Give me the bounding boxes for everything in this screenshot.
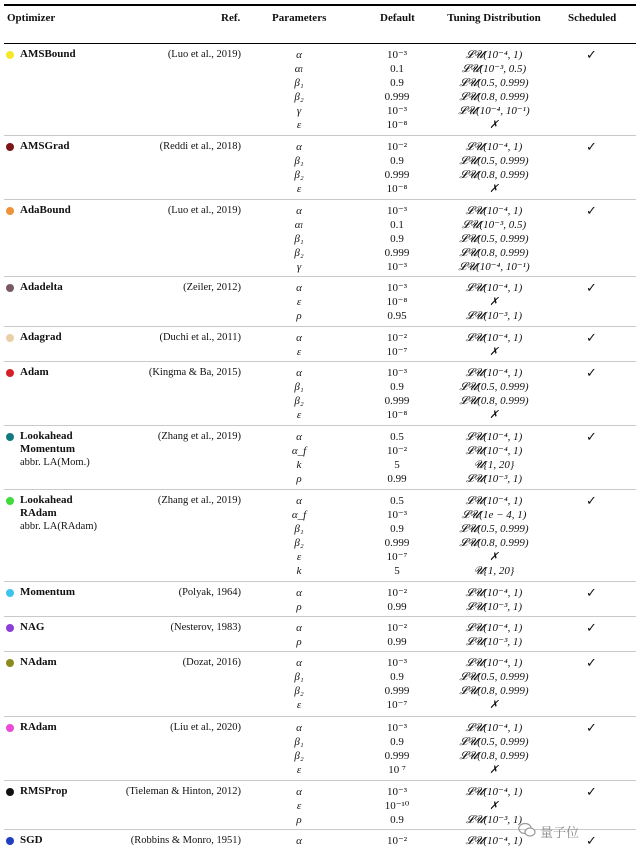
- default-value: 10⁻²: [386, 141, 408, 153]
- parameter-symbol: β₂: [294, 169, 304, 181]
- tuning-distribution: 𝓛𝓤(10⁻⁴, 1): [465, 141, 523, 153]
- parameter-row: [0, 586, 640, 600]
- parameter-row: [0, 494, 640, 508]
- tuning-distribution: 𝓛𝓤(10⁻⁴, 1): [465, 49, 523, 61]
- optimizer-abbreviation: abbr. LA(Mom.): [20, 457, 90, 468]
- optimizer-name-line2: Momentum: [20, 443, 75, 455]
- parameter-symbol: ε: [296, 551, 302, 563]
- parameter-row: [0, 749, 640, 763]
- default-value: 10⁻³: [386, 657, 408, 669]
- default-value: 0.9: [390, 381, 404, 393]
- default-value: 0.9: [390, 77, 404, 89]
- group-separator: [4, 716, 636, 717]
- default-value: 10⁻³: [386, 49, 408, 61]
- scheduled-check-icon: ✓: [586, 833, 597, 848]
- group-separator: [4, 276, 636, 277]
- parameter-row: [0, 295, 640, 309]
- parameter-row: [0, 246, 640, 260]
- tuning-distribution: 𝓛𝓤(10⁻⁴, 1): [465, 367, 523, 379]
- tuning-distribution: 𝓛𝓤(10⁻⁴, 1): [465, 622, 523, 634]
- tuning-distribution: 𝓛𝓤(10⁻⁴, 1): [465, 431, 523, 443]
- reference: (Robbins & Monro, 1951): [130, 835, 241, 846]
- reference: (Reddi et al., 2018): [159, 141, 241, 152]
- tuning-distribution: 𝓛𝓤(10⁻³, 1): [465, 636, 523, 648]
- header-ref: Ref.: [221, 12, 241, 24]
- parameter-row: [0, 670, 640, 684]
- parameter-row: [0, 118, 640, 132]
- tuning-distribution: 𝓛𝓤(10⁻⁴, 1): [465, 282, 523, 294]
- default-value: 0.1: [390, 63, 404, 75]
- parameter-symbol: α: [296, 431, 302, 443]
- default-value: 0.5: [390, 431, 404, 443]
- tuning-distribution: ✗: [489, 800, 499, 812]
- reference: (Zhang et al., 2019): [157, 431, 241, 442]
- parameter-row: [0, 76, 640, 90]
- optimizer-name: RMSProp: [20, 785, 68, 797]
- tuning-distribution: 𝓛𝓤(10⁻³, 0.5): [461, 219, 527, 231]
- reference: (Tieleman & Hinton, 2012): [125, 786, 241, 797]
- group-separator: [4, 616, 636, 617]
- parameter-symbol: β₁: [294, 155, 304, 167]
- default-value: 0.999: [384, 169, 410, 181]
- parameter-row: [0, 380, 640, 394]
- default-value: 10⁻³: [386, 367, 408, 379]
- scheduled-check-icon: ✓: [586, 620, 597, 635]
- optimizer-name: NAdam: [20, 656, 57, 668]
- default-value: 0.9: [390, 233, 404, 245]
- parameter-row: [0, 698, 640, 712]
- parameter-row: [0, 232, 640, 246]
- group-separator: [4, 425, 636, 426]
- parameter-symbol: β₂: [294, 685, 304, 697]
- parameter-symbol: ε: [296, 764, 302, 776]
- parameter-symbol: ε: [296, 346, 302, 358]
- default-value: 10⁻³: [386, 105, 408, 117]
- parameter-symbol: k: [296, 459, 302, 471]
- tuning-distribution: 𝓛𝓤(10⁻⁴, 10⁻¹): [458, 105, 530, 117]
- group-separator: [4, 199, 636, 200]
- tuning-distribution: 𝓛𝓤(10⁻³, 1): [465, 473, 523, 485]
- optimizer-name: SGD: [20, 834, 43, 846]
- parameter-row: [0, 430, 640, 444]
- scheduled-check-icon: ✓: [586, 139, 597, 154]
- tuning-distribution: 𝓛𝓤(10⁻³, 0.5): [461, 63, 527, 75]
- default-value: 0.9: [390, 736, 404, 748]
- group-separator: [4, 780, 636, 781]
- default-value: 0.999: [384, 750, 410, 762]
- parameter-row: [0, 536, 640, 550]
- parameter-symbol: ρ: [296, 601, 302, 613]
- parameter-symbol: α_f: [291, 509, 307, 521]
- tuning-distribution: 𝓛𝓤(0.8, 0.999): [459, 169, 529, 181]
- parameter-row: [0, 331, 640, 345]
- tuning-distribution: ✗: [489, 346, 499, 358]
- reference: (Kingma & Ba, 2015): [148, 367, 241, 378]
- optimizer-name: Adagrad: [20, 331, 62, 343]
- optimizer-name: AMSGrad: [20, 140, 70, 152]
- optimizer-name: Adam: [20, 366, 49, 378]
- tuning-distribution: ✗: [489, 699, 499, 711]
- tuning-distribution: 𝓛𝓤(10⁻³, 1): [465, 601, 523, 613]
- parameter-symbol: αₗ: [294, 219, 304, 231]
- parameter-symbol: γ: [296, 105, 302, 117]
- default-value: 0.999: [384, 91, 410, 103]
- parameter-symbol: α: [296, 786, 302, 798]
- parameter-symbol: ε: [296, 800, 302, 812]
- parameter-symbol: ρ: [296, 310, 302, 322]
- parameter-symbol: β₁: [294, 381, 304, 393]
- tuning-distribution: 𝓛𝓤(0.5, 0.999): [459, 77, 529, 89]
- parameter-row: [0, 90, 640, 104]
- group-separator: [4, 651, 636, 652]
- optimizer-name: AdaBound: [20, 204, 71, 216]
- parameter-symbol: β₁: [294, 736, 304, 748]
- parameter-row: [0, 168, 640, 182]
- default-value: 0.999: [384, 685, 410, 697]
- scheduled-check-icon: ✓: [586, 429, 597, 444]
- tuning-distribution: 𝓤{1, 20}: [473, 459, 515, 471]
- default-value: 0.9: [390, 523, 404, 535]
- parameter-symbol: β₂: [294, 247, 304, 259]
- parameter-row: [0, 735, 640, 749]
- parameter-row: [0, 408, 640, 422]
- header-scheduled: Scheduled: [568, 12, 617, 24]
- tuning-distribution: 𝓛𝓤(1e − 4, 1): [461, 509, 527, 521]
- parameter-row: [0, 394, 640, 408]
- optimizer-name: RAdam: [20, 721, 57, 733]
- tuning-distribution: 𝓛𝓤(0.8, 0.999): [459, 247, 529, 259]
- parameter-symbol: β₁: [294, 671, 304, 683]
- parameter-row: [0, 799, 640, 813]
- scheduled-check-icon: ✓: [586, 655, 597, 670]
- parameter-symbol: α: [296, 332, 302, 344]
- optimizer-name-line2: RAdam: [20, 507, 57, 519]
- parameter-row: [0, 444, 640, 458]
- tuning-distribution: ✗: [489, 764, 499, 776]
- watermark: 量子位: [540, 826, 580, 841]
- scheduled-check-icon: ✓: [586, 280, 597, 295]
- parameter-symbol: α: [296, 657, 302, 669]
- default-value: 0.999: [384, 395, 410, 407]
- group-separator: [4, 135, 636, 136]
- top-rule: [4, 4, 636, 6]
- parameter-symbol: k: [296, 565, 302, 577]
- default-value: 10⁻²: [386, 622, 408, 634]
- parameter-row: [0, 621, 640, 635]
- reference: (Zeiler, 2012): [183, 282, 241, 293]
- parameter-symbol: α: [296, 141, 302, 153]
- parameter-symbol: αₗ: [294, 63, 304, 75]
- parameter-symbol: ρ: [296, 473, 302, 485]
- scheduled-check-icon: ✓: [586, 47, 597, 62]
- parameter-symbol: β₂: [294, 750, 304, 762]
- parameter-row: [0, 62, 640, 76]
- tuning-distribution: 𝓛𝓤(10⁻⁴, 1): [465, 495, 523, 507]
- default-value: 10⁻³: [386, 786, 408, 798]
- scheduled-check-icon: ✓: [586, 330, 597, 345]
- parameter-symbol: ρ: [296, 814, 302, 826]
- optimizer-name: Adadelta: [20, 281, 63, 293]
- default-value: 10⁻¹⁰: [384, 800, 410, 812]
- reference: (Nesterov, 1983): [170, 622, 241, 633]
- wechat-icon: [518, 822, 536, 838]
- default-value: 10⁻²: [386, 835, 408, 847]
- tuning-distribution: ✗: [489, 296, 499, 308]
- parameter-symbol: α: [296, 622, 302, 634]
- tuning-distribution: 𝓛𝓤(10⁻⁴, 1): [465, 722, 523, 734]
- tuning-distribution: ✗: [489, 183, 499, 195]
- parameter-row: [0, 635, 640, 649]
- reference: (Polyak, 1964): [178, 587, 241, 598]
- parameter-symbol: α: [296, 367, 302, 379]
- reference: (Luo et al., 2019): [167, 205, 241, 216]
- tuning-distribution: 𝓛𝓤(0.8, 0.999): [459, 395, 529, 407]
- parameter-symbol: α_f: [291, 445, 307, 457]
- parameter-row: [0, 600, 640, 614]
- parameter-row: [0, 104, 640, 118]
- parameter-row: [0, 508, 640, 522]
- parameter-symbol: α: [296, 49, 302, 61]
- group-separator: [4, 489, 636, 490]
- parameter-symbol: β₁: [294, 77, 304, 89]
- scheduled-check-icon: ✓: [586, 585, 597, 600]
- default-value: 10⁻²: [386, 587, 408, 599]
- reference: (Duchi et al., 2011): [159, 332, 241, 343]
- parameter-symbol: α: [296, 282, 302, 294]
- default-value: 0.9: [390, 155, 404, 167]
- parameter-row: [0, 345, 640, 359]
- default-value: 0.99: [387, 473, 407, 485]
- default-value: 0.5: [390, 495, 404, 507]
- tuning-distribution: 𝓛𝓤(0.5, 0.999): [459, 671, 529, 683]
- default-value: 10 ⁷: [388, 764, 406, 776]
- tuning-distribution: 𝓤{1, 20}: [473, 565, 515, 577]
- tuning-distribution: 𝓛𝓤(0.5, 0.999): [459, 523, 529, 535]
- default-value: 10⁻³: [386, 509, 408, 521]
- parameter-symbol: α: [296, 722, 302, 734]
- parameter-row: [0, 204, 640, 218]
- tuning-distribution: 𝓛𝓤(0.5, 0.999): [459, 381, 529, 393]
- parameter-symbol: α: [296, 835, 302, 847]
- default-value: 10⁻⁷: [386, 551, 408, 563]
- default-value: 10⁻²: [386, 445, 408, 457]
- tuning-distribution: 𝓛𝓤(0.8, 0.999): [459, 685, 529, 697]
- parameter-row: [0, 550, 640, 564]
- header-parameters: Parameters: [272, 12, 327, 24]
- parameter-row: [0, 564, 640, 578]
- tuning-distribution: ✗: [489, 551, 499, 563]
- optimizer-name: AMSBound: [20, 48, 76, 60]
- parameter-symbol: γ: [296, 261, 302, 273]
- parameter-row: [0, 721, 640, 735]
- parameter-symbol: α: [296, 495, 302, 507]
- tuning-distribution: 𝓛𝓤(10⁻³, 1): [465, 814, 523, 826]
- parameter-row: [0, 472, 640, 486]
- optimizer-abbreviation: abbr. LA(RAdam): [20, 521, 97, 532]
- tuning-distribution: 𝓛𝓤(0.8, 0.999): [459, 91, 529, 103]
- parameter-row: [0, 154, 640, 168]
- parameter-row: [0, 763, 640, 777]
- parameter-row: [0, 684, 640, 698]
- header-default: Default: [380, 12, 415, 24]
- reference: (Liu et al., 2020): [170, 722, 241, 733]
- parameter-row: [0, 366, 640, 380]
- optimizer-name: Momentum: [20, 586, 75, 598]
- tuning-distribution: ✗: [489, 409, 499, 421]
- parameter-row: [0, 522, 640, 536]
- optimizer-name: NAG: [20, 621, 45, 633]
- reference: (Luo et al., 2019): [167, 49, 241, 60]
- parameter-symbol: β₂: [294, 91, 304, 103]
- tuning-distribution: 𝓛𝓤(0.5, 0.999): [459, 155, 529, 167]
- default-value: 10⁻⁷: [386, 346, 408, 358]
- parameter-row: [0, 458, 640, 472]
- parameter-symbol: β₁: [294, 233, 304, 245]
- tuning-distribution: 𝓛𝓤(10⁻⁴, 1): [465, 835, 523, 847]
- parameter-row: [0, 309, 640, 323]
- tuning-distribution: 𝓛𝓤(0.5, 0.999): [459, 736, 529, 748]
- default-value: 0.1: [390, 219, 404, 231]
- parameter-row: [0, 656, 640, 670]
- tuning-distribution: 𝓛𝓤(0.8, 0.999): [459, 537, 529, 549]
- tuning-distribution: 𝓛𝓤(0.8, 0.999): [459, 750, 529, 762]
- default-value: 10⁻³: [386, 282, 408, 294]
- default-value: 10⁻²: [386, 332, 408, 344]
- default-value: 10⁻⁸: [386, 119, 408, 131]
- reference: (Dozat, 2016): [182, 657, 241, 668]
- tuning-distribution: 𝓛𝓤(10⁻³, 1): [465, 310, 523, 322]
- parameter-row: [0, 785, 640, 799]
- parameter-row: [0, 281, 640, 295]
- default-value: 5: [394, 565, 400, 577]
- scheduled-check-icon: ✓: [586, 493, 597, 508]
- header-optimizer: Optimizer: [7, 12, 56, 24]
- parameter-row: [0, 260, 640, 274]
- default-value: 0.9: [390, 814, 404, 826]
- tuning-distribution: 𝓛𝓤(10⁻⁴, 10⁻¹): [458, 261, 530, 273]
- parameter-row: [0, 218, 640, 232]
- optimizer-name: Lookahead: [20, 430, 73, 442]
- parameter-symbol: ε: [296, 119, 302, 131]
- optimizer-name: Lookahead: [20, 494, 73, 506]
- tuning-distribution: 𝓛𝓤(10⁻⁴, 1): [465, 332, 523, 344]
- group-separator: [4, 326, 636, 327]
- default-value: 0.9: [390, 671, 404, 683]
- tuning-distribution: 𝓛𝓤(10⁻⁴, 1): [465, 657, 523, 669]
- tuning-distribution: 𝓛𝓤(10⁻⁴, 1): [465, 445, 523, 457]
- parameter-symbol: β₂: [294, 537, 304, 549]
- default-value: 0.999: [384, 247, 410, 259]
- header-tuning-distribution: Tuning Distribution: [447, 12, 541, 24]
- tuning-distribution: 𝓛𝓤(10⁻⁴, 1): [465, 587, 523, 599]
- parameter-symbol: ε: [296, 699, 302, 711]
- default-value: 0.999: [384, 537, 410, 549]
- default-value: 10⁻⁸: [386, 296, 408, 308]
- default-value: 10⁻⁸: [386, 409, 408, 421]
- parameter-row: [0, 48, 640, 62]
- default-value: 10⁻⁷: [386, 699, 408, 711]
- scheduled-check-icon: ✓: [586, 365, 597, 380]
- parameter-symbol: ε: [296, 183, 302, 195]
- parameter-symbol: ε: [296, 409, 302, 421]
- tuning-distribution: 𝓛𝓤(10⁻⁴, 1): [465, 786, 523, 798]
- group-separator: [4, 581, 636, 582]
- parameter-row: [0, 182, 640, 196]
- default-value: 5: [394, 459, 400, 471]
- header-rule: [4, 43, 636, 44]
- tuning-distribution: 𝓛𝓤(0.5, 0.999): [459, 233, 529, 245]
- parameter-symbol: β₂: [294, 395, 304, 407]
- default-value: 0.99: [387, 601, 407, 613]
- tuning-distribution: ✗: [489, 119, 499, 131]
- scheduled-check-icon: ✓: [586, 720, 597, 735]
- group-separator: [4, 361, 636, 362]
- parameter-symbol: ε: [296, 296, 302, 308]
- default-value: 10⁻³: [386, 722, 408, 734]
- default-value: 0.99: [387, 636, 407, 648]
- parameter-row: [0, 140, 640, 154]
- scheduled-check-icon: ✓: [586, 784, 597, 799]
- tuning-distribution: 𝓛𝓤(10⁻⁴, 1): [465, 205, 523, 217]
- default-value: 0.95: [387, 310, 407, 322]
- parameter-symbol: β₁: [294, 523, 304, 535]
- parameter-symbol: α: [296, 205, 302, 217]
- default-value: 10⁻³: [386, 205, 408, 217]
- parameter-symbol: ρ: [296, 636, 302, 648]
- default-value: 10⁻³: [386, 261, 408, 273]
- default-value: 10⁻⁸: [386, 183, 408, 195]
- parameter-symbol: α: [296, 587, 302, 599]
- scheduled-check-icon: ✓: [586, 203, 597, 218]
- reference: (Zhang et al., 2019): [157, 495, 241, 506]
